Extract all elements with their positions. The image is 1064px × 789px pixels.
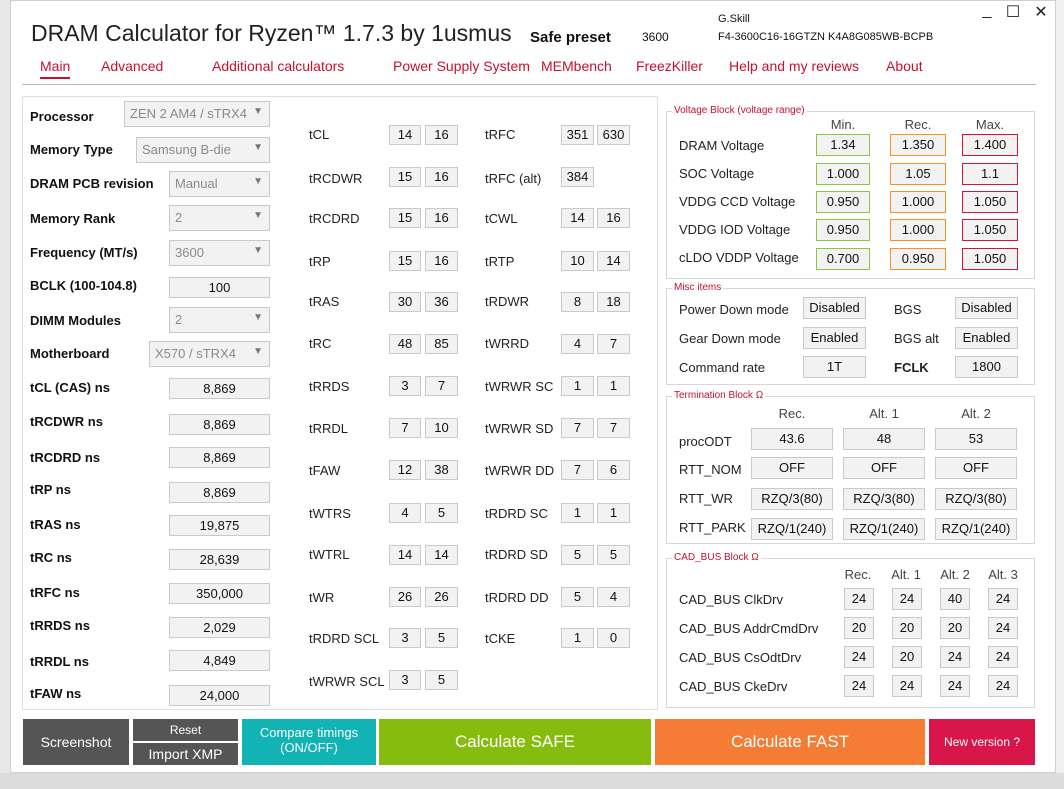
timing-value[interactable]: 10: [561, 251, 594, 271]
cad-bus-value: 24: [940, 646, 970, 668]
ns-value: 19,875: [169, 515, 270, 536]
cad-bus-value: 20: [892, 617, 922, 639]
cad-bus-value: 24: [988, 675, 1018, 697]
timing-label: tRP: [309, 254, 331, 269]
timing-value[interactable]: 1: [561, 503, 594, 523]
compare-timings-button[interactable]: [242, 719, 376, 765]
cad-bus-value: 20: [940, 617, 970, 639]
voltage-header-rec: Rec.: [904, 117, 932, 132]
timing-label: tCL: [309, 127, 330, 142]
chevron-down-icon: ▼: [253, 142, 263, 153]
tab-main[interactable]: Main: [40, 58, 70, 79]
chevron-down-icon: ▼: [253, 346, 263, 357]
new-version-button[interactable]: New version ?: [929, 719, 1035, 765]
timing-value[interactable]: 26: [389, 587, 421, 607]
timing-value-alt[interactable]: 6: [597, 460, 630, 480]
fclk-label: FCLK: [894, 360, 929, 375]
screenshot-button[interactable]: Screenshot: [23, 719, 129, 765]
timing-value[interactable]: 15: [389, 167, 421, 187]
pcb-revision-label: DRAM PCB revision: [30, 176, 154, 191]
dimm-modules-value: 2: [175, 312, 183, 327]
processor-select[interactable]: [124, 101, 270, 127]
voltage-rec-value: 1.05: [890, 163, 946, 185]
cad-bus-row-label: CAD_BUS AddrCmdDrv: [679, 621, 819, 636]
timing-value-alt[interactable]: 38: [425, 460, 458, 480]
voltage-max-value: 1.050: [962, 191, 1018, 213]
bclk-label: BCLK (100-104.8): [30, 278, 137, 293]
dimm-modules-label: DIMM Modules: [30, 313, 121, 328]
termination-value: 53: [935, 428, 1017, 450]
timing-value[interactable]: 1: [561, 376, 594, 396]
safe-preset-label: Safe preset: [530, 29, 611, 46]
voltage-header-max: Max.: [975, 117, 1005, 132]
voltage-row-label: SOC Voltage: [679, 166, 755, 181]
bgs-label: BGS: [894, 302, 922, 317]
timing-value[interactable]: 351: [561, 125, 594, 145]
timing-value[interactable]: 3: [389, 670, 421, 690]
timing-value[interactable]: 15: [389, 208, 421, 228]
chevron-down-icon: ▼: [253, 106, 263, 117]
termination-value: OFF: [751, 457, 833, 479]
ns-label: tRAS ns: [30, 517, 81, 532]
tab-about[interactable]: About: [886, 58, 923, 74]
background-window-edge-left: [0, 0, 10, 789]
voltage-min-value: 0.950: [816, 191, 870, 213]
timing-label: tRTP: [485, 254, 515, 269]
bgs-alt-label: BGS alt: [894, 331, 939, 346]
ns-value: 28,639: [169, 549, 270, 570]
timing-label: tWRWR SD: [485, 421, 554, 436]
motherboard-select[interactable]: [149, 341, 270, 367]
timing-value-alt[interactable]: 5: [425, 628, 458, 648]
power-down-mode-value: Disabled: [803, 297, 866, 319]
bgs-value: Disabled: [955, 297, 1018, 319]
timing-value-alt[interactable]: 16: [425, 251, 458, 271]
chevron-down-icon: ▼: [253, 210, 263, 221]
timing-label: tCWL: [485, 211, 518, 226]
timing-value[interactable]: 7: [561, 460, 594, 480]
timing-value-alt[interactable]: 1: [597, 503, 630, 523]
timing-value-alt[interactable]: 7: [425, 376, 458, 396]
bclk-input[interactable]: 100: [169, 277, 270, 298]
termination-value: OFF: [843, 457, 925, 479]
timing-label: tRDRD SC: [485, 506, 548, 521]
timing-label: tWRWR SC: [485, 379, 554, 394]
timing-value[interactable]: 15: [389, 251, 421, 271]
termination-value: RZQ/1(240): [751, 518, 833, 540]
termination-value: OFF: [935, 457, 1017, 479]
memory-type-label: Memory Type: [30, 142, 113, 157]
ns-label: tRCDRD ns: [30, 450, 101, 465]
timing-value-alt[interactable]: 5: [425, 503, 458, 523]
memory-rank-value: 2: [175, 210, 183, 225]
import-xmp-button[interactable]: Import XMP: [133, 743, 238, 765]
cad-bus-value: 24: [940, 675, 970, 697]
termination-header: Rec.: [778, 406, 806, 421]
ns-value: 4,849: [169, 650, 270, 671]
termination-value: RZQ/3(80): [935, 488, 1017, 510]
processor-value: ZEN 2 AM4 / sTRX4: [130, 106, 248, 121]
memory-type-value: Samsung B-die: [142, 142, 231, 157]
memory-type-select[interactable]: [136, 137, 270, 163]
timing-value-alt[interactable]: 5: [425, 670, 458, 690]
voltage-max-value: 1.1: [962, 163, 1018, 185]
timing-value-alt[interactable]: 26: [425, 587, 458, 607]
ns-value: 8,869: [169, 378, 270, 399]
pcb-revision-value: Manual: [175, 176, 218, 191]
termination-value: RZQ/1(240): [935, 518, 1017, 540]
ns-label: tRC ns: [30, 550, 72, 565]
timing-value[interactable]: 12: [389, 460, 421, 480]
memory-rank-select[interactable]: [169, 205, 270, 231]
pcb-revision-select[interactable]: [169, 171, 270, 197]
compare-timings-label: Compare timings: [259, 725, 359, 740]
timing-label: tWRRD: [485, 336, 530, 351]
termination-header: Alt. 2: [961, 406, 991, 421]
voltage-max-value: 1.050: [962, 248, 1018, 270]
timing-value-alt[interactable]: 16: [425, 125, 458, 145]
ns-value: 8,869: [169, 414, 270, 435]
motherboard-value: X570 / sTRX4: [155, 346, 236, 361]
minimize-button[interactable]: _: [982, 2, 992, 19]
timing-value[interactable]: 48: [389, 334, 421, 354]
timing-value[interactable]: 7: [561, 418, 594, 438]
safe-preset-value: 3600: [642, 30, 669, 44]
processor-label: Processor: [30, 109, 94, 124]
ns-value: 8,869: [169, 447, 270, 468]
background-window-edge-right: [1056, 0, 1064, 789]
memory-rank-label: Memory Rank: [30, 211, 116, 226]
termination-value: RZQ/1(240): [843, 518, 925, 540]
misc-items-title: Misc items: [674, 282, 722, 293]
termination-value: 48: [843, 428, 925, 450]
timing-value-alt[interactable]: 5: [597, 545, 630, 565]
cad-bus-value: 40: [940, 588, 970, 610]
calculate-fast-button[interactable]: Calculate FAST: [655, 719, 925, 765]
bgs-alt-value: Enabled: [955, 327, 1018, 349]
voltage-row-label: DRAM Voltage: [679, 138, 765, 153]
voltage-min-value: 0.950: [816, 219, 870, 241]
motherboard-label: Motherboard: [30, 346, 110, 361]
voltage-min-value: 1.34: [816, 134, 870, 156]
timing-value-alt[interactable]: 36: [425, 292, 458, 312]
ns-label: tRP ns: [30, 482, 71, 497]
gear-down-mode-value: Enabled: [803, 327, 866, 349]
timing-value[interactable]: 14: [389, 545, 421, 565]
termination-value: RZQ/3(80): [843, 488, 925, 510]
timing-label: tRRDL: [309, 421, 349, 436]
cad-bus-value: 24: [844, 646, 874, 668]
cad-bus-value: 20: [892, 646, 922, 668]
timing-value[interactable]: 8: [561, 292, 594, 312]
frequency-select[interactable]: [169, 240, 270, 266]
timing-label: tWR: [309, 590, 335, 605]
termination-row-label: RTT_NOM: [679, 462, 742, 477]
command-rate-value: 1T: [803, 356, 866, 378]
timing-value[interactable]: 4: [389, 503, 421, 523]
cad-bus-value: 24: [988, 588, 1018, 610]
timing-value-alt[interactable]: 4: [597, 587, 630, 607]
voltage-rec-value: 1.000: [890, 219, 946, 241]
voltage-max-value: 1.050: [962, 219, 1018, 241]
timing-value-alt[interactable]: 7: [597, 418, 630, 438]
termination-row-label: RTT_PARK: [679, 520, 746, 535]
timing-value-alt[interactable]: 85: [425, 334, 458, 354]
cad-bus-value: 24: [892, 675, 922, 697]
timing-label: tRDRD SCL: [309, 631, 380, 646]
timing-label: tRCDRD: [309, 211, 360, 226]
timing-value-alt[interactable]: 630: [597, 125, 630, 145]
timing-label: tWTRL: [309, 547, 350, 562]
timing-label: tRC: [309, 336, 332, 351]
close-button[interactable]: ✕: [1034, 4, 1048, 21]
timing-label: tRRDS: [309, 379, 350, 394]
timing-label: tWTRS: [309, 506, 351, 521]
cad-bus-row-label: CAD_BUS CkeDrv: [679, 679, 788, 694]
cad-bus-header: Alt. 1: [891, 567, 921, 582]
maximize-button[interactable]: ☐: [1005, 4, 1021, 21]
cad-bus-row-label: CAD_BUS ClkDrv: [679, 592, 784, 607]
timing-label: tRFC: [485, 127, 516, 142]
voltage-row-label: VDDG CCD Voltage: [679, 194, 796, 209]
voltage-block-title: Voltage Block (voltage range): [674, 105, 805, 116]
timing-label: tRDWR: [485, 294, 530, 309]
tab-help-and-reviews[interactable]: Help and my reviews: [729, 58, 859, 74]
frequency-value: 3600: [175, 245, 204, 260]
dimm-modules-select[interactable]: [169, 307, 270, 333]
timing-value-alt[interactable]: 7: [597, 334, 630, 354]
tab-power-supply-system[interactable]: Power Supply System: [393, 58, 530, 74]
ns-label: tFAW ns: [30, 686, 82, 701]
memory-kit-brand: G.Skill: [718, 13, 750, 25]
voltage-rec-value: 1.350: [890, 134, 946, 156]
chevron-down-icon: ▼: [253, 245, 263, 256]
ns-value: 8,869: [169, 482, 270, 503]
cad-bus-value: 24: [988, 617, 1018, 639]
termination-value: RZQ/3(80): [751, 488, 833, 510]
termination-row-label: procODT: [679, 434, 732, 449]
timing-value[interactable]: 5: [561, 587, 594, 607]
termination-row-label: RTT_WR: [679, 491, 733, 506]
ns-value: 24,000: [169, 685, 270, 706]
timing-value-alt[interactable]: 16: [425, 167, 458, 187]
ns-value: 2,029: [169, 617, 270, 638]
timing-value[interactable]: 3: [389, 628, 421, 648]
timing-value[interactable]: 5: [561, 545, 594, 565]
app-title: DRAM Calculator for Ryzen™ 1.7.3 by 1usmus: [31, 20, 512, 46]
fclk-value: 1800: [955, 356, 1018, 378]
timing-value[interactable]: 4: [561, 334, 594, 354]
timing-label: tFAW: [309, 463, 341, 478]
timing-label: tRCDWR: [309, 171, 363, 186]
timing-value[interactable]: 14: [561, 208, 594, 228]
cad-bus-value: 20: [844, 617, 874, 639]
command-rate-label: Command rate: [679, 360, 765, 375]
gear-down-mode-label: Gear Down mode: [679, 331, 781, 346]
reset-button[interactable]: Reset: [133, 719, 238, 741]
tab-bar: [22, 58, 1036, 85]
voltage-row-label: VDDG IOD Voltage: [679, 222, 791, 237]
timing-label: tWRWR DD: [485, 463, 555, 478]
termination-block-title: Termination Block Ω: [674, 390, 764, 401]
timing-value[interactable]: 7: [389, 418, 421, 438]
timing-value-alt[interactable]: 16: [425, 208, 458, 228]
voltage-min-value: 0.700: [816, 248, 870, 270]
chevron-down-icon: ▼: [253, 312, 263, 323]
taskbar-edge: [0, 773, 1064, 789]
voltage-min-value: 1.000: [816, 163, 870, 185]
cad-bus-block-title: CAD_BUS Block Ω: [674, 552, 759, 563]
calculate-safe-button[interactable]: Calculate SAFE: [379, 719, 651, 765]
cad-bus-value: 24: [844, 675, 874, 697]
cad-bus-row-label: CAD_BUS CsOdtDrv: [679, 650, 802, 665]
timing-label: tRDRD DD: [485, 590, 549, 605]
voltage-header-min: Min.: [830, 117, 856, 132]
chevron-down-icon: ▼: [253, 176, 263, 187]
voltage-row-label: cLDO VDDP Voltage: [679, 250, 799, 265]
ns-label: tRFC ns: [30, 585, 80, 600]
ns-label: tRCDWR ns: [30, 414, 103, 429]
tab-membench[interactable]: MEMbench: [541, 58, 612, 74]
power-down-mode-label: Power Down mode: [679, 302, 789, 317]
frequency-label: Frequency (MT/s): [30, 245, 138, 260]
ns-value: 350,000: [169, 583, 270, 604]
tab-additional-calculators[interactable]: Additional calculators: [212, 58, 345, 74]
timing-value-alt[interactable]: 14: [597, 251, 630, 271]
voltage-rec-value: 1.000: [890, 191, 946, 213]
cad-bus-value: 24: [988, 646, 1018, 668]
termination-header: Alt. 1: [869, 406, 899, 421]
cad-bus-value: 24: [844, 588, 874, 610]
timing-label: tRDRD SD: [485, 547, 548, 562]
timing-value-alt[interactable]: 16: [597, 208, 630, 228]
timing-label: tWRWR SCL: [309, 674, 385, 689]
cad-bus-value: 24: [892, 588, 922, 610]
timing-label: tRFC (alt): [485, 171, 542, 186]
timing-value[interactable]: 1: [561, 628, 594, 648]
timing-value-alt[interactable]: 14: [425, 545, 458, 565]
timing-label: tRAS: [309, 294, 340, 309]
voltage-max-value: 1.400: [962, 134, 1018, 156]
ns-label: tRRDS ns: [30, 618, 90, 633]
memory-kit-part: F4-3600C16-16GTZN K4A8G085WB-BCPB: [718, 31, 934, 43]
timing-value-alt[interactable]: 0: [597, 628, 630, 648]
cad-bus-header: Alt. 3: [988, 567, 1018, 582]
cad-bus-header: Rec.: [844, 567, 872, 582]
cad-bus-header: Alt. 2: [940, 567, 970, 582]
timing-value-alt[interactable]: 10: [425, 418, 458, 438]
timing-value-alt[interactable]: 18: [597, 292, 630, 312]
timing-value[interactable]: 30: [389, 292, 421, 312]
voltage-rec-value: 0.950: [890, 248, 946, 270]
ns-label: tRRDL ns: [30, 654, 89, 669]
tab-freezkiller[interactable]: FreezKiller: [636, 58, 703, 74]
compare-timings-sublabel: (ON/OFF): [280, 740, 338, 755]
timing-value-alt[interactable]: 1: [597, 376, 630, 396]
timing-value[interactable]: 3: [389, 376, 421, 396]
tab-advanced[interactable]: Advanced: [101, 58, 164, 74]
termination-value: 43.6: [751, 428, 833, 450]
timing-label: tCKE: [485, 631, 516, 646]
timing-value[interactable]: 14: [389, 125, 421, 145]
ns-label: tCL (CAS) ns: [30, 380, 110, 395]
timing-value[interactable]: 384: [561, 167, 594, 187]
